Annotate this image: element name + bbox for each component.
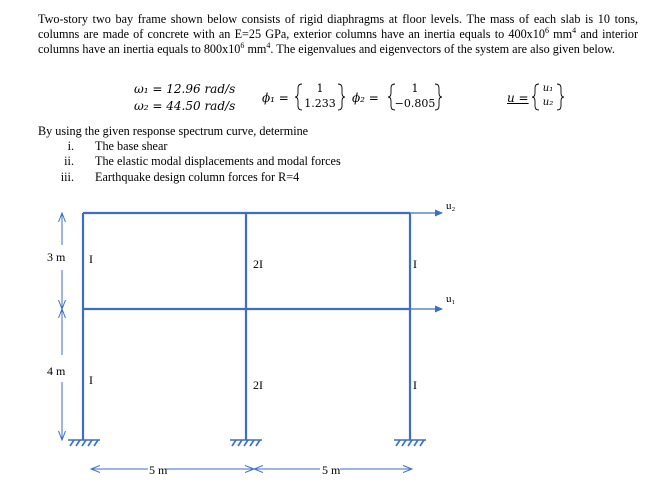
column-inertia-label: 2I [253, 378, 263, 392]
column-inertia-label: 2I [253, 257, 263, 271]
column-inertia-label: I [413, 257, 417, 271]
story-height-label: 4 m [47, 364, 66, 378]
omega2-equation: ω₂ = 44.50 rad/s [134, 99, 236, 113]
u-label: u = [507, 91, 529, 105]
column-inertia-label: I [413, 378, 417, 392]
story-height-label: 3 m [47, 250, 66, 264]
column-inertia-label: I [89, 252, 93, 266]
left-support [68, 440, 100, 446]
omega1-equation: ω₁ = 12.96 rad/s [134, 82, 236, 96]
u-top: u₁ [542, 83, 554, 94]
task-text: The base shear [95, 139, 168, 153]
bay-width-label: 5 m [149, 463, 168, 477]
phi2-label: ϕ₂ = [352, 91, 379, 105]
problem-statement: Two-story two bay frame shown below consists of rigid diaphragms at floor levels. The mass of each slab is 10 tons, columns are made of concrete with an E=25 GPa, exterior columns have an inertia equals to $400x10^6$ $mm^4$ and interior columns have an inertia equals to $800x10^6$ $mm^4$. The eigenvalues and eigenvectors of the system are also given below. [38, 12, 638, 57]
task-number: ii. [64, 154, 74, 168]
task-text: The elastic modal displacements and modal forces [95, 154, 341, 168]
phi1-top: 1 [316, 82, 324, 95]
phi1-label: ϕ₁ = [262, 91, 289, 105]
column-inertia-label: I [89, 373, 93, 387]
bay-width-label: 5 m [322, 463, 341, 477]
task-number: iii. [60, 170, 74, 184]
u-bottom: u₂ [542, 97, 554, 108]
u2-label: u₂ [446, 200, 456, 212]
task-text: Earthquake design column forces for R=4 [95, 170, 300, 184]
u1-label: u₁ [446, 293, 456, 305]
phi2-bottom: −0.805 [394, 97, 436, 110]
tasks-intro: By using the given response spectrum curve, determine [38, 124, 309, 138]
middle-support [230, 440, 262, 446]
right-support [394, 440, 426, 446]
phi1-bottom: 1.233 [304, 97, 336, 110]
task-number: i. [67, 139, 74, 153]
phi2-top: 1 [411, 82, 419, 95]
